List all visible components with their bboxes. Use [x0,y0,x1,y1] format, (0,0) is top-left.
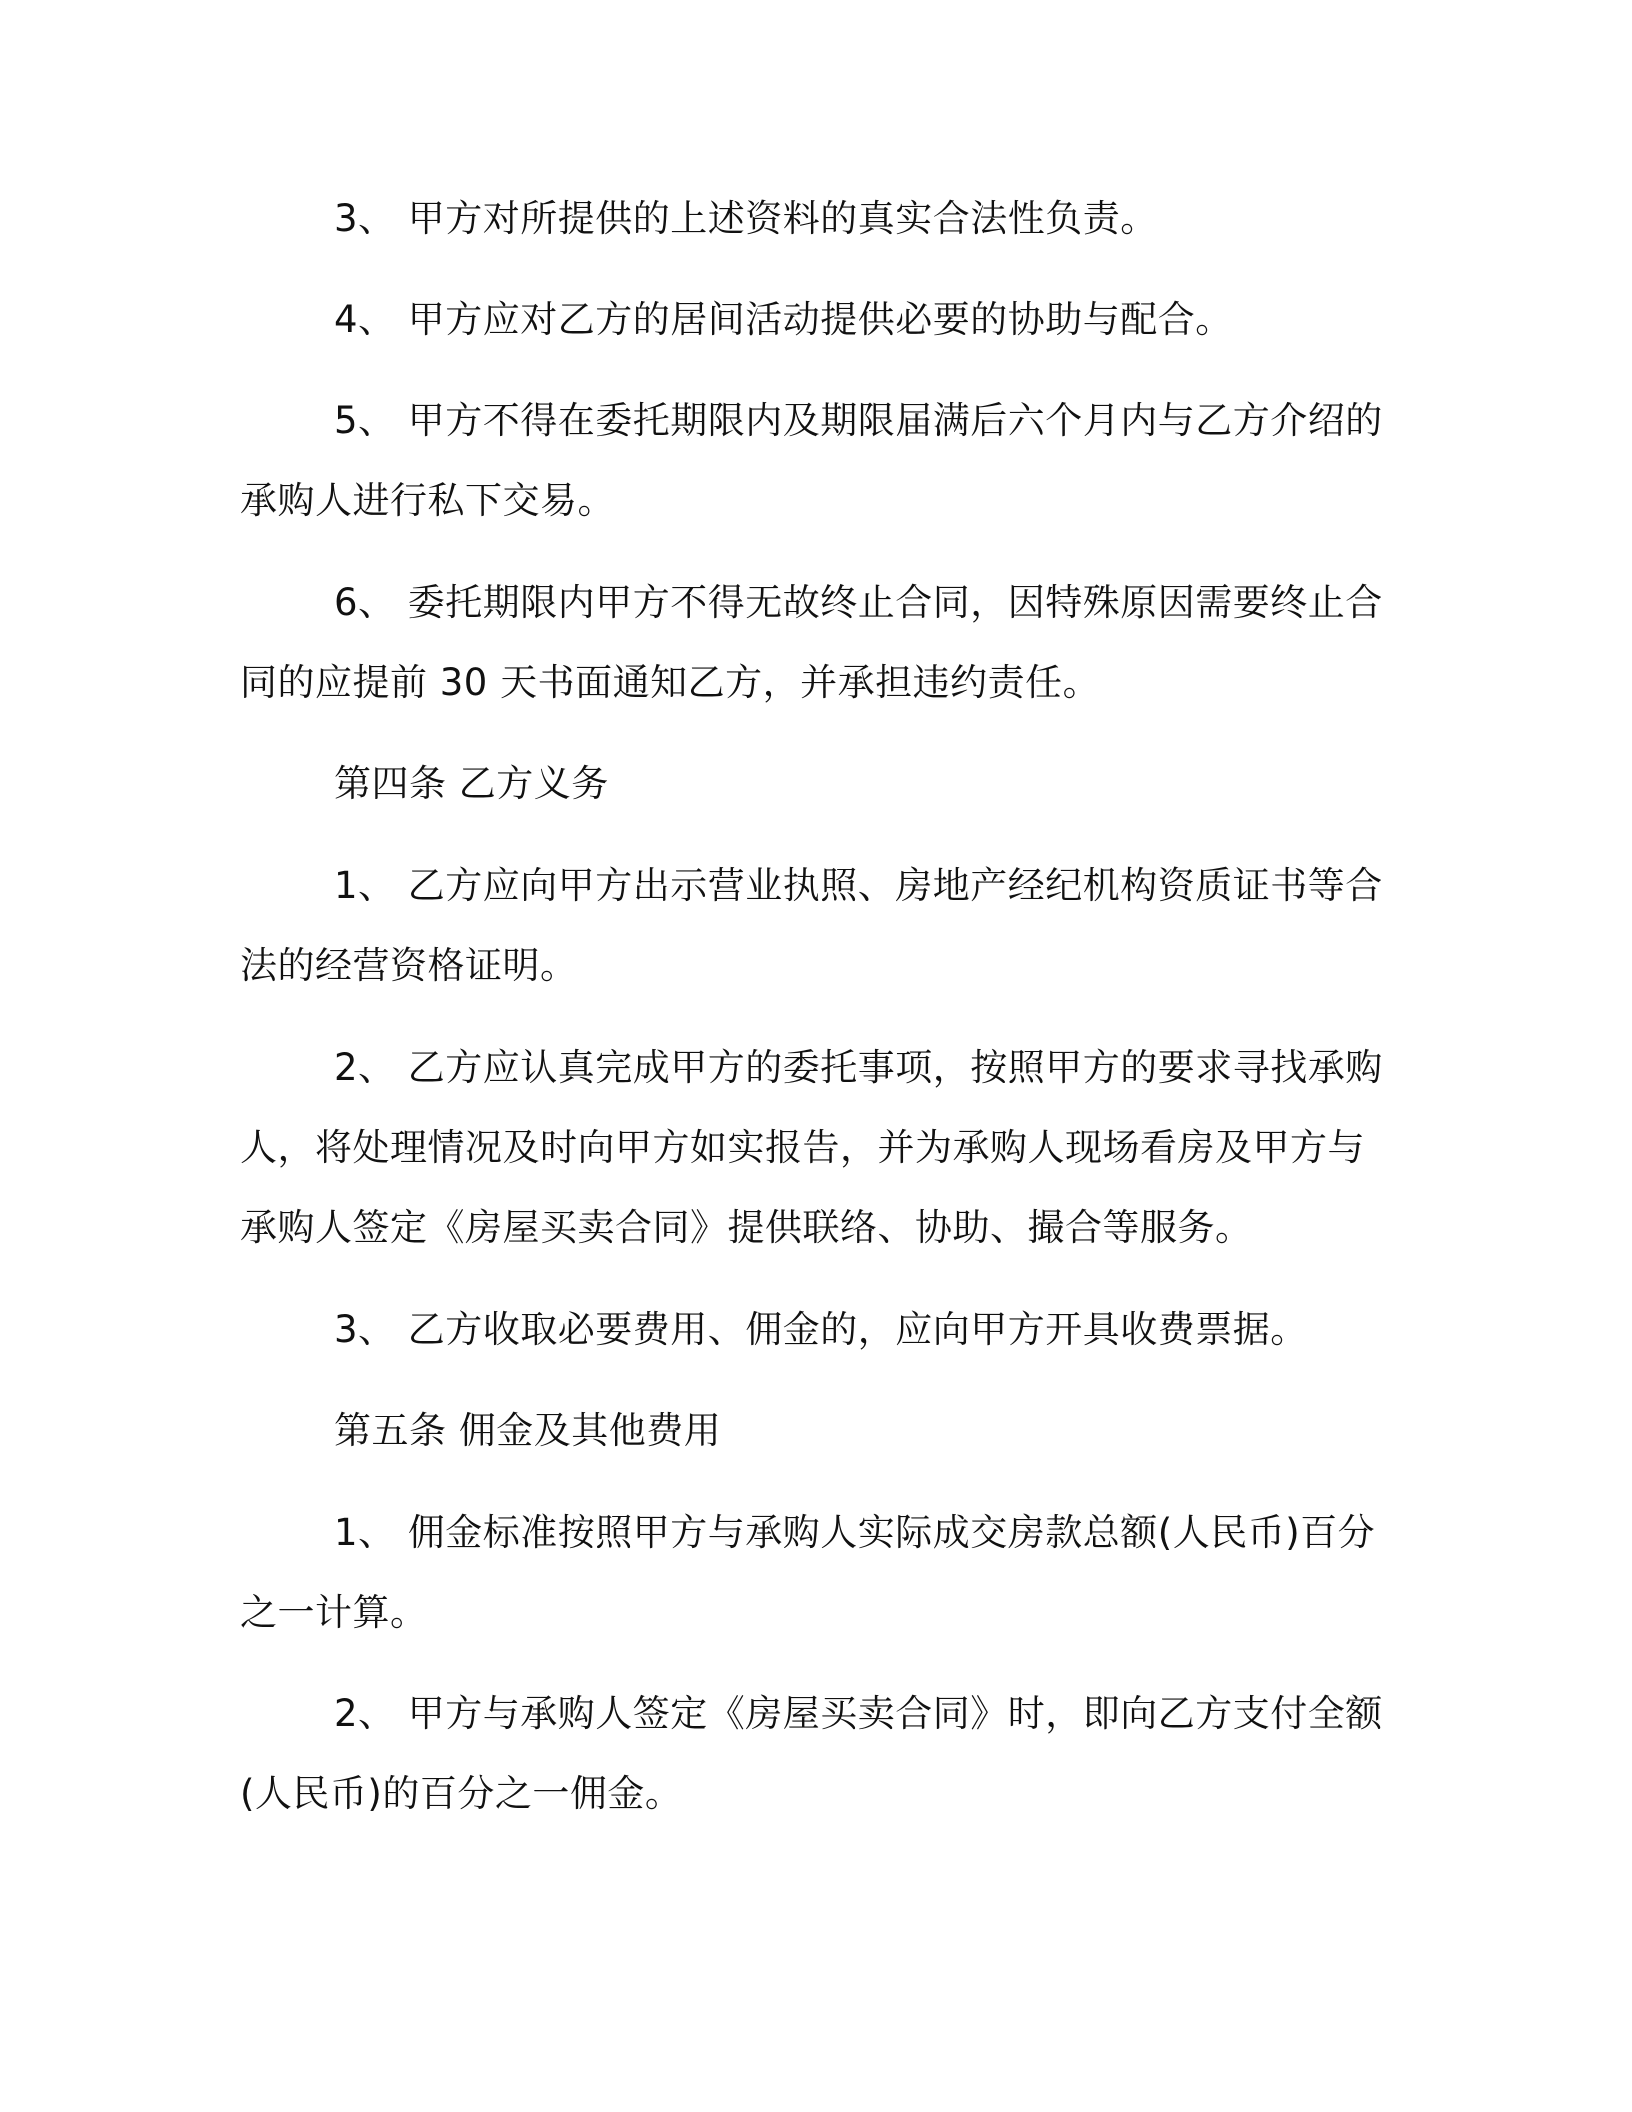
b-clause-1-line-2: 法的经营资格证明。 [240,944,578,987]
b-clause-3-line-1: 3、 乙方收取必要费用、佣金的，应向甲方开具收费票据。 [334,1308,1308,1351]
fee-clause-2-line-2: (人民币)的百分之一佣金。 [240,1772,683,1815]
clause-6-line-2: 同的应提前 30 天书面通知乙方，并承担违约责任。 [240,661,1101,704]
section-heading-five: 第五条 佣金及其他费用 [334,1409,722,1452]
fee-clause-2-line-1: 2、 甲方与承购人签定《房屋买卖合同》时，即向乙方支付全额 [334,1692,1383,1735]
clause-3-line-1: 3、 甲方对所提供的上述资料的真实合法性负责。 [334,197,1158,240]
b-clause-2-line-2: 人，将处理情况及时向甲方如实报告，并为承购人现场看房及甲方与 [240,1126,1365,1169]
fee-clause-1-line-1: 1、 佣金标准按照甲方与承购人实际成交房款总额(人民币)百分 [334,1511,1376,1554]
b-clause-2-line-1: 2、 乙方应认真完成甲方的委托事项，按照甲方的要求寻找承购 [334,1046,1383,1089]
clause-5-line-1: 5、 甲方不得在委托期限内及期限届满后六个月内与乙方介绍的 [334,399,1383,442]
clause-5-line-2: 承购人进行私下交易。 [240,479,615,522]
clause-4-line-1: 4、 甲方应对乙方的居间活动提供必要的协助与配合。 [334,298,1233,341]
clause-6-line-1: 6、 委托期限内甲方不得无故终止合同，因特殊原因需要终止合 [334,581,1383,624]
section-heading-four: 第四条 乙方义务 [334,762,609,805]
b-clause-2-line-3: 承购人签定《房屋买卖合同》提供联络、协助、撮合等服务。 [240,1206,1253,1249]
fee-clause-1-line-2: 之一计算。 [240,1591,428,1634]
b-clause-1-line-1: 1、 乙方应向甲方出示营业执照、房地产经纪机构资质证书等合 [334,864,1383,907]
